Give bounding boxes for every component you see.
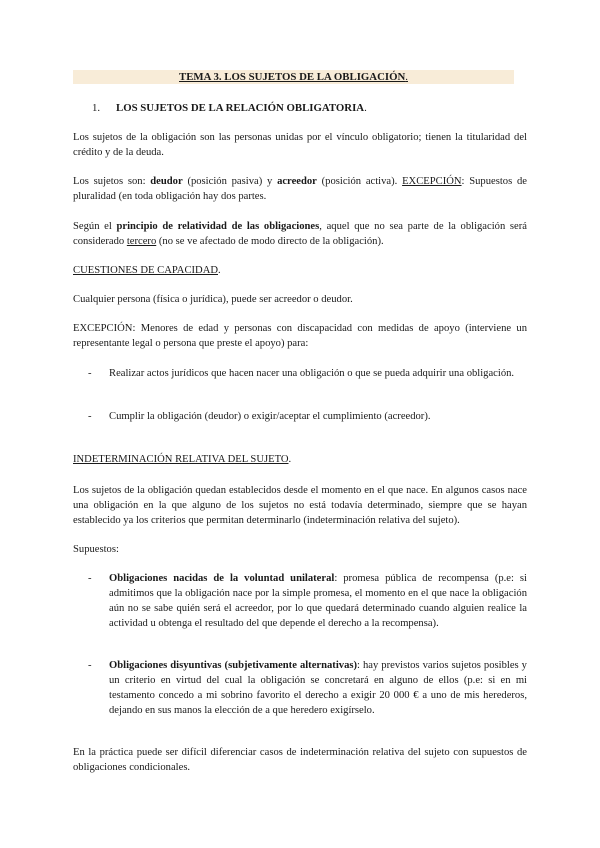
list-item: - Realizar actos jurídicos que hacen nacer una obligación o que se pueda adquirir una obligación. — [88, 368, 515, 379]
list-item: - Obligaciones disyuntivas (subjetivamente alternativas): hay previstos varios sujetos posibles y un criterio en virtud del cual la obligación se concretará en alguno de ellos (p.e: si en mi testamento concedo a mi sobrino favorito el derecho a exigir 20 000 € a uno de mis herederos, dejando en sus manos la elección de a que heredero exigírselo. — [88, 660, 527, 716]
subheading-indeterminacion: INDETERMINACIÓN RELATIVA DEL SUJETO. — [73, 454, 292, 465]
page-title: TEMA 3. LOS SUJETOS DE LA OBLIGACIÓN. — [179, 71, 408, 83]
paragraph-definition: Los sujetos de la obligación son las personas unidas por el vínculo obligatorio; tienen la titularidad del crédito y de la deuda. — [73, 132, 527, 158]
bullet-dash: - — [88, 411, 92, 422]
subheading-capacidad: CUESTIONES DE CAPACIDAD. — [73, 265, 221, 276]
section-heading: 1. LOS SUJETOS DE LA RELACIÓN OBLIGATORIA. — [92, 102, 367, 114]
section-number: 1. — [92, 102, 101, 114]
paragraph-sujetos: Los sujetos son: deudor (posición pasiva) y acreedor (posición activa). EXCEPCIÓN: Supuestos de pluralidad (en toda obligación hay dos partes. — [73, 176, 527, 202]
paragraph-excepcion: EXCEPCIÓN: Menores de edad y personas con discapacidad con medidas de apoyo (interviene un representante legal o persona que preste el apoyo) para: — [73, 323, 527, 349]
list-item: - Obligaciones nacidas de la voluntad unilateral: promesa pública de recompensa (p.e: si admitimos que la obligación nace por la simple promesa, el momento en el que nace la obligación aún no se sabe quién será el acreedor, por lo que quedará determinado cuando alguien realice la actividad u obtenga el resultado del que depende el derecho a la recompensa). — [88, 573, 527, 629]
paragraph-indeterminacion: Los sujetos de la obligación quedan establecidos desde el momento en el que nace. En algunos casos nace una obligación en la que alguno de los sujetos no está todavía determinado, siempre que se hayan establecido ya los criterios que permitan determinarlo (indeterminación relativa del sujeto). — [73, 485, 527, 526]
bullet-dash: - — [88, 368, 92, 379]
paragraph-relatividad: Según el principio de relatividad de las obligaciones, aquel que no sea parte de la obligación será considerado tercero (no se ve afectado de modo directo de la obligación). — [73, 221, 527, 247]
paragraph-capacidad: Cualquier persona (física o jurídica), puede ser acreedor o deudor. — [73, 294, 353, 305]
list-item: - Cumplir la obligación (deudor) o exigir/aceptar el cumplimiento (acreedor). — [88, 411, 431, 422]
paragraph-conclusion: En la práctica puede ser difícil diferenciar casos de indeterminación relativa del sujeto con supuestos de obligaciones condicionales. — [73, 747, 527, 773]
bullet-dash: - — [88, 573, 92, 584]
bullet-dash: - — [88, 660, 92, 671]
paragraph-supuestos: Supuestos: — [73, 544, 119, 555]
